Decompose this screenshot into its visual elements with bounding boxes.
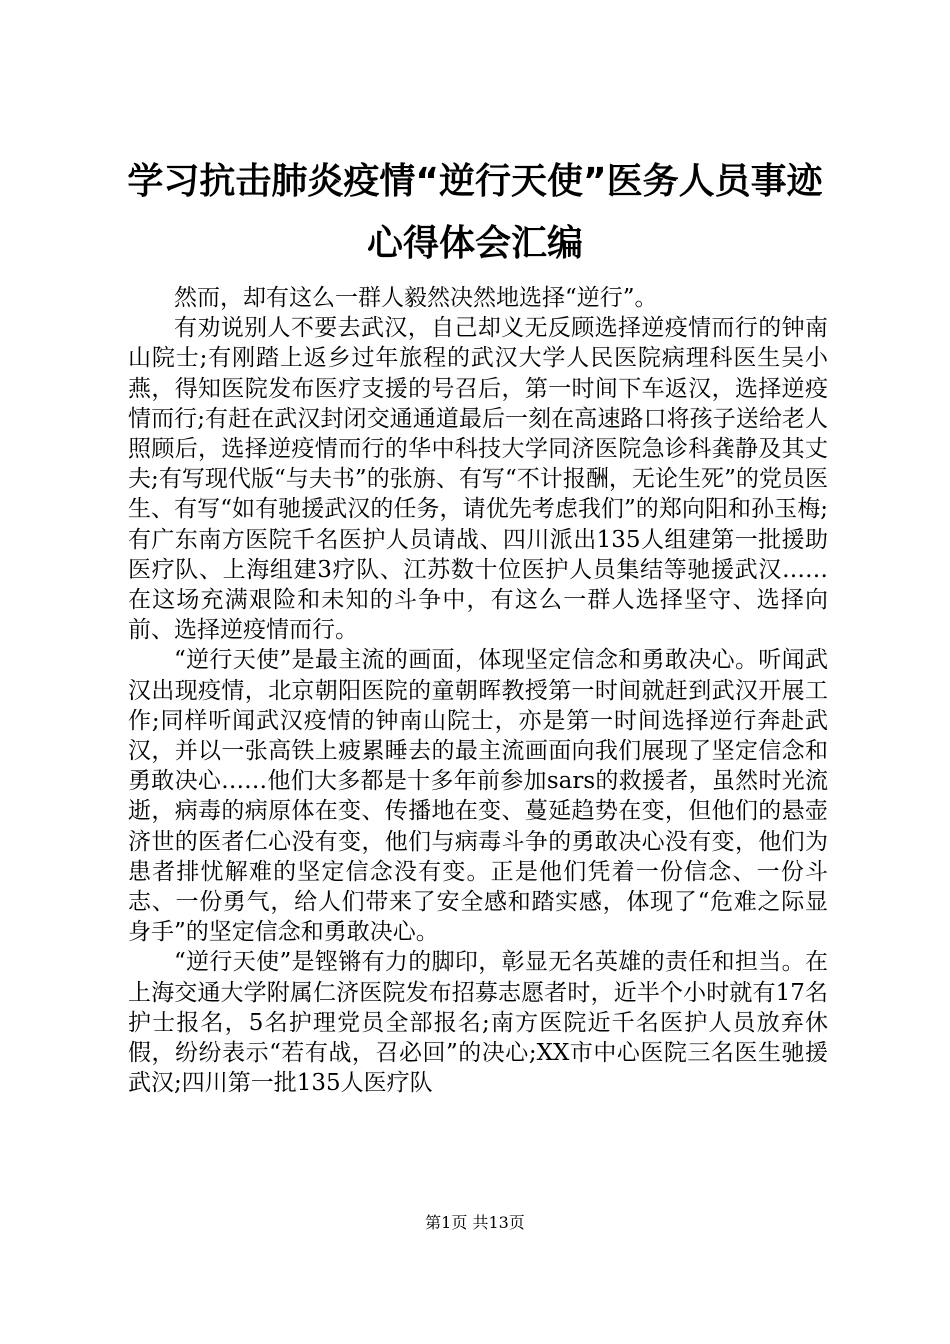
document-title-line-2: 心得体会汇编	[366, 223, 583, 264]
document-title-line-1: 学习抗击肺炎疫情“逆行天使”医务人员事迹	[127, 161, 823, 202]
paragraph: “逆行天使”是铿锵有力的脚印，彰显无名英雄的责任和担当。在上海交通大学附属仁济医院发布招募志愿者时，近半个小时就有17名护士报名，5名护理党员全部报名;南方医院近千名医护人员放弃休假，纷纷表示“若有战，召必回”的决心;XX市中心医院三名医生驰援武汉;四川第一批135人医疗队	[128, 949, 828, 1097]
paragraph: 有劝说别人不要去武汉，自己却义无反顾选择逆疫情而行的钟南山院士;有刚踏上返乡过年旅程的武汉大学人民医院病理科医生吴小燕，得知医院发布医疗支援的号召后，第一时间下车返汉，选择逆疫情而行;有赶在武汉封闭交通通道最后一刻在高速路口将孩子送给老人照顾后，选择逆疫情而行的华中科技大学同济医院急诊科龚静及其丈夫;有写现代版“与夫书”的张旃、有写“不计报酬，无论生死”的党员医生、有写“如有驰援武汉的任务，请优先考虑我们”的郑向阳和孙玉梅;有广东南方医院千名医护人员请战、四川派出135人组建第一批援助医疗队、上海组建3疗队、江苏数十位医护人员集结等驰援武汉……在这场充满艰险和未知的斗争中，有这么一群人选择坚守、选择向前、选择逆疫情而行。	[128, 315, 828, 644]
paragraph: “逆行天使”是最主流的画面，体现坚定信念和勇敢决心。听闻武汉出现疫情，北京朝阳医院的童朝晖教授第一时间就赶到武汉开展工作;同样听闻武汉疫情的钟南山院士，亦是第一时间选择逆行奔赴武汉，并以一张高铁上疲累睡去的最主流画面向我们展现了坚定信念和勇敢决心……他们大多都是十多年前参加sars的救援者，虽然时光流逝，病毒的病原体在变、传播地在变、蔓延趋势在变，但他们的悬壶济世的医者仁心没有变，他们与病毒斗争的勇敢决心没有变，他们为患者排忧解难的坚定信念没有变。正是他们凭着一份信念、一份斗志、一份勇气，给人们带来了安全感和踏实感，体现了“危难之际显身手”的坚定信念和勇敢决心。	[128, 647, 828, 946]
document-body	[128, 283, 828, 1098]
page-number-footer: 第1页 共13页	[425, 1213, 525, 1232]
paragraph: 然而，却有这么一群人毅然决然地选择“逆行”。	[174, 285, 658, 311]
